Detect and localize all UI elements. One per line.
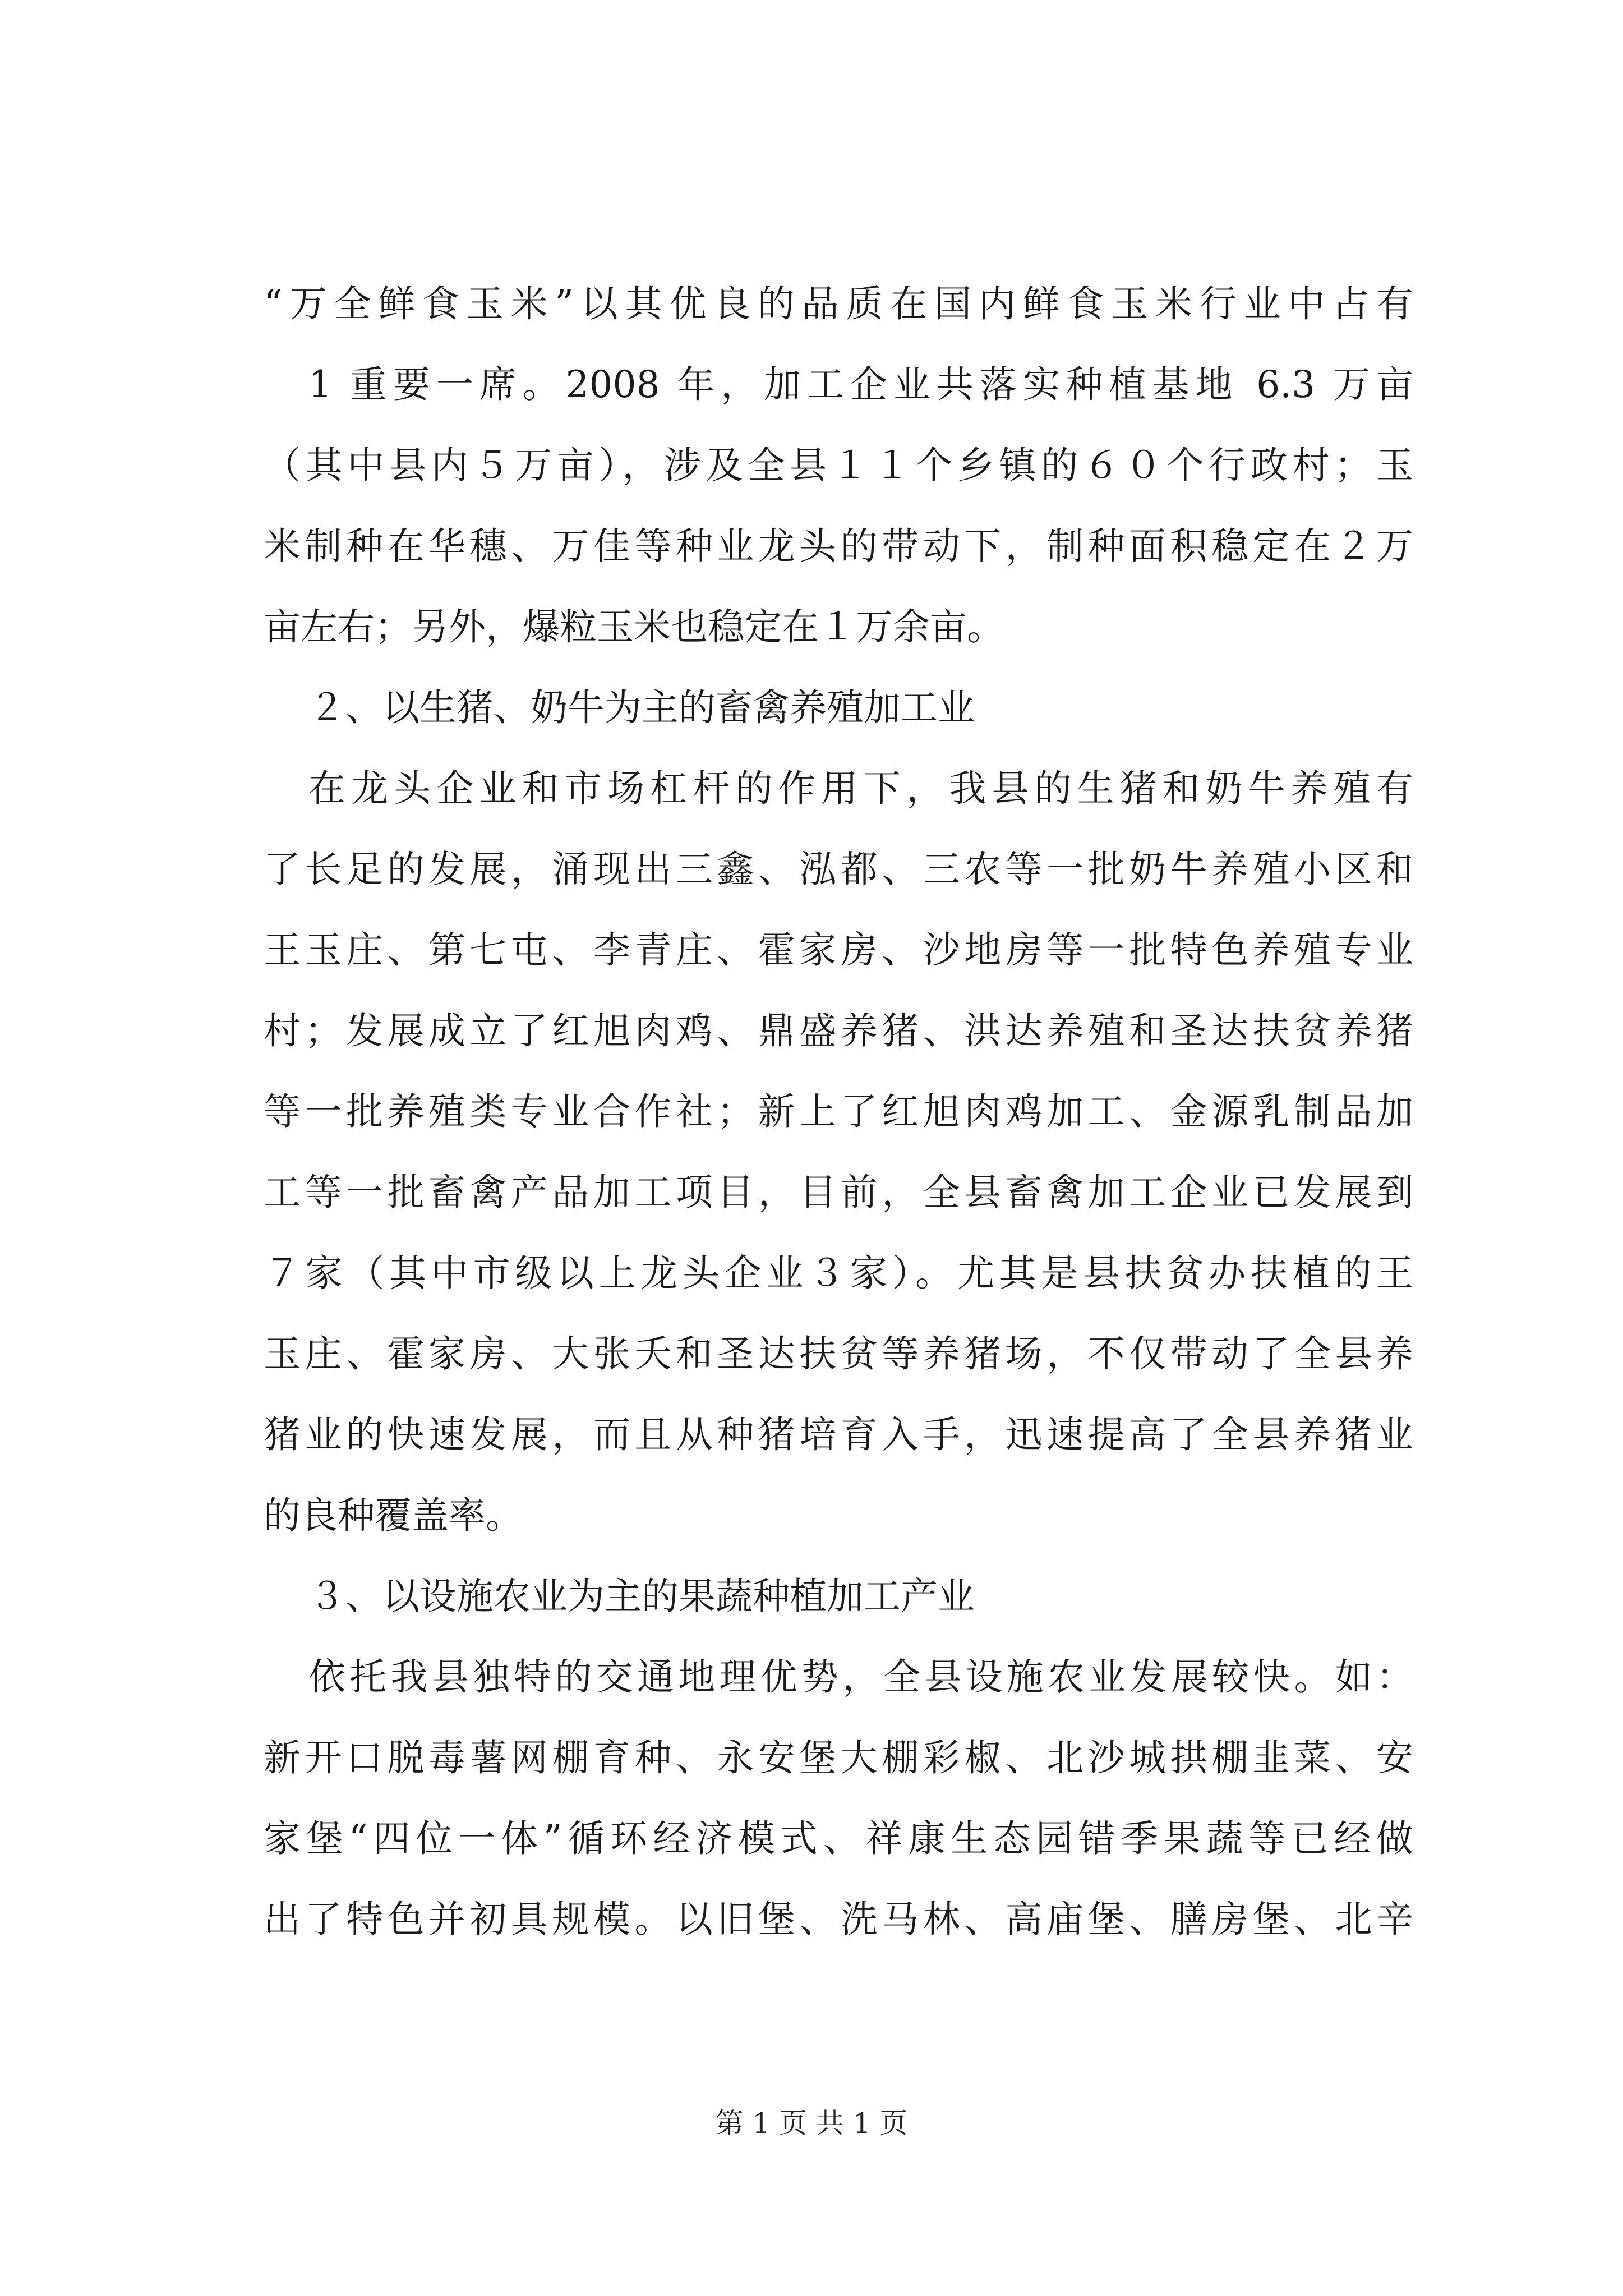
text-line: 王玉庄、第七屯、李青庄、霍家房、沙地房等一批特色养殖专业 (264, 928, 1413, 972)
text-line: 亩左右；另外，爆粒玉米也稳定在１万余亩。 (264, 605, 1004, 648)
text-line: 1 重要一席。2008 年，加工企业共落实种植基地 6.3 万亩 (308, 363, 1413, 406)
text-line: 依托我县独特的交通地理优势，全县设施农业发展较快。如： (308, 1655, 1413, 1699)
text-line: 工等一批畜禽产品加工项目，目前，全县畜禽加工企业已发展到 (264, 1171, 1413, 1214)
text-line: 出了特色并初具规模。以旧堡、洗马林、高庙堡、膳房堡、北辛 (264, 1898, 1413, 1941)
text-line: 玉庄、霍家房、大张夭和圣达扶贫等养猪场，不仅带动了全县养 (264, 1332, 1413, 1375)
page-number-label: 第 1 页 共 1 页 (715, 2107, 908, 2139)
text-line: 的良种覆盖率。 (264, 1494, 523, 1537)
text-line: （其中县内５万亩），涉及全县１１个乡镇的６０个行政村；玉 (264, 444, 1413, 487)
text-line: 村；发展成立了红旭肉鸡、鼎盛养猪、洪达养殖和圣达扶贫养猪 (264, 1009, 1413, 1052)
section-heading: ２、以生猪、奶牛为主的畜禽养殖加工业 (308, 686, 975, 729)
page-footer (0, 2106, 1623, 2140)
document-body (264, 264, 1413, 1960)
text-line: 猪业的快速发展，而且从种猪培育入手，迅速提高了全县养猪业 (264, 1413, 1413, 1456)
text-line: 新开口脱毒薯网棚育种、永安堡大棚彩椒、北沙城拱棚韭菜、安 (264, 1736, 1413, 1779)
text-line: 了长足的发展，涌现出三鑫、泓都、三农等一批奶牛养殖小区和 (264, 848, 1413, 891)
text-line: “万全鲜食玉米”以其优良的品质在国内鲜食玉米行业中占有 (264, 282, 1413, 325)
text-line: ７家（其中市级以上龙头企业３家）。尤其是县扶贫办扶植的王 (264, 1251, 1413, 1295)
text-line: 在龙头企业和市场杠杆的作用下，我县的生猪和奶牛养殖有 (308, 767, 1413, 810)
section-heading: ３、以设施农业为主的果蔬种植加工产业 (308, 1575, 975, 1618)
text-line: 家堡“四位一体”循环经济模式、祥康生态园错季果蔬等已经做 (264, 1817, 1413, 1860)
text-line: 米制种在华穗、万佳等种业龙头的带动下，制种面积稳定在２万 (264, 524, 1413, 568)
text-line: 等一批养殖类专业合作社；新上了红旭肉鸡加工、金源乳制品加 (264, 1090, 1413, 1133)
